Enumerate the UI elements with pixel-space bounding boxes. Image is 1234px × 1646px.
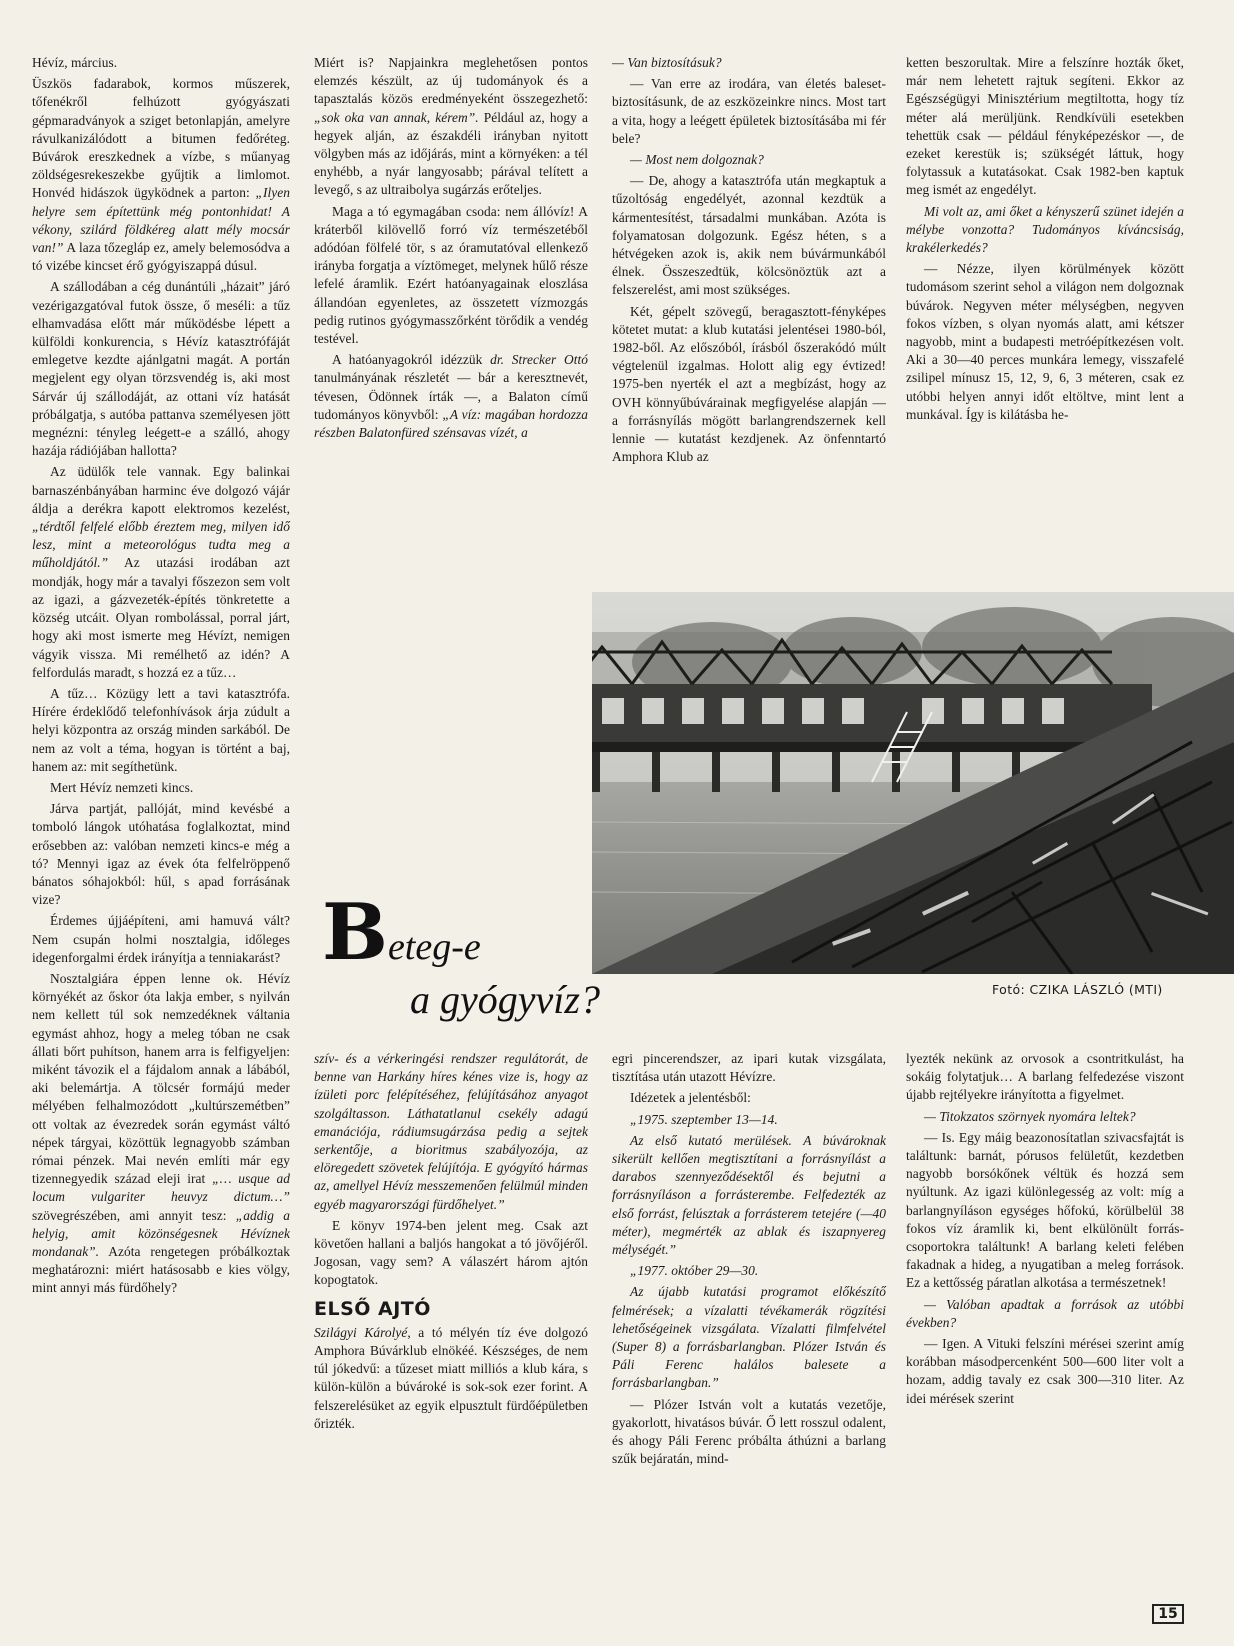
paragraph xyxy=(612,1111,886,1129)
paragraph xyxy=(612,1283,886,1392)
italic-text: „… usque ad locum vulgariter heuvyz dictum…” xyxy=(32,1171,291,1205)
italic-text: dr. Strecker Ottó xyxy=(490,352,588,368)
paragraph xyxy=(32,912,290,967)
paragraph xyxy=(612,1262,886,1280)
text: Érdemes újjáépíteni, ami hamuvá vált? Nem csupán holmi nosztalgia, időleges idegenforgalmi érdek irányítja a tenniakarást? xyxy=(32,913,290,965)
paragraph xyxy=(314,203,588,349)
text: a tó mélyén tíz éve dolgozó Amphora Búvárklub elnökéé. Készséges, de nem túl jókedvű: a tűzeset miatt milliós a klub kára, s külön-külön a búvároké is sok-sok ezer forint. A felszerelésüket az egyik elpusztult fürdőépületben őrizték. xyxy=(314,1324,588,1431)
text: Mert Hévíz nemzeti kincs. xyxy=(50,779,194,795)
italic-text: — Valóban apadtak a források az utóbbi években? xyxy=(906,1296,1184,1330)
burned-bathhouse-image xyxy=(592,592,1234,974)
page-number: 15 xyxy=(1152,1604,1184,1624)
column-4-top xyxy=(906,54,1184,427)
paragraph xyxy=(314,54,588,200)
text: Az utazási irodában azt mondják, hogy már a tavalyi főszezon sem volt az igazi, a gázvezeték-építés tönkretette a község utcáit. Olyan rombolással, porral járt, hogy aki most ismerte meg Hévízt, nemigen vágyik vissza. Mi remélhető az idén? A felfordulás maradt, s hozzá ez a tűz… xyxy=(32,555,290,680)
paragraph xyxy=(612,1050,886,1086)
text: ketten beszorultak. Mire a felszínre hozták őket, már nem lehetett rajtuk segíteni. Ekkor az Egészségügyi Minisztérium megtiltotta, hogy tíz méter alá merüljünk. Rendkívüli esetekben tehettük csak — például fényképezéskor —, de ezeket kerestük is; szükségét láttuk, hogy folytassuk a kutatásokat. Csak 1982-ben kaptuk meg ismét az engedélyt. xyxy=(906,55,1184,198)
text: Idézetek a jelentésből: xyxy=(630,1090,751,1106)
text: — Igen. A Vituki felszíni mérései szerint amíg korábban másodpercenként 500—600 liter volt a hozam, addig tavaly ez csak 300—310 liter. Az idei mérések szerint xyxy=(906,1336,1184,1406)
text: Például az, hogy a hegyek alján, az északdéli irányban nyitott völgyben más az időjárás, mint a környéken: a tél enyhébb, a nyár langyosabb; párával telített a levegő, s az ultraibolya sugárzás erőteljes. xyxy=(314,109,588,198)
paragraph xyxy=(314,351,588,442)
text: A tűz… Közügy lett a tavi katasztrófa. Hírére érdeklődő telefonhívások árja zúdult a helyi központra az ország minden sarkából. De nem az volt a téma, hogyan is történt a baj, hanem az: mit segíthetünk. xyxy=(32,685,290,774)
text: szövegrészében, ami annyit tesz: xyxy=(32,1207,236,1223)
paragraph xyxy=(612,303,886,467)
title-dropcap: B xyxy=(322,887,388,978)
text: — Van erre az irodára, van életés baleset-biztosításunk, de az eszközeinkre nincs. Most tart a vita, hogy a leégett épületek biztosításába mi fér bele? xyxy=(612,76,886,146)
italic-text: „1975. szeptember 13—14. xyxy=(630,1111,778,1127)
paragraph xyxy=(32,278,290,460)
text: Hévíz, március. xyxy=(32,55,118,70)
italic-text: Az első kutató merülések. A búvároknak sikerült kellően megtisztítani a forrásnyílást a darabos szennyeződésektől és bejutni a forrásnyíláson a forrásterembe. Felfedezték az első forrást, felúsztak a forrásterem tetejére (—40 méter), megmérték az ablak és iszapnyereg mélységét.” xyxy=(612,1132,886,1258)
paragraph xyxy=(612,54,886,72)
photo-credit: Fotó: CZIKA LÁSZLÓ (MTI) xyxy=(992,982,1163,997)
paragraph xyxy=(612,151,886,169)
article-title xyxy=(318,887,618,1028)
text: — Nézze, ilyen körülmények között tudomásom szerint sehol a világon nem dolgoznak búvárok. Negyven méter mélységben, negyven fokos vízben, s olyan nyomás alatt, ami kétszer nagyobb, mint a budapesti metróépítkezésen volt. Aki a 30—40 perces munkára lemegy, visszafelé zsilipel mínusz 15, 12, 9, 6, 3 méteren, csak ez utóbbi helyen annyi időt eltöltve, mint lent a munkával. Így is kilátásba he- xyxy=(906,261,1184,422)
italic-text: — Van biztosításuk? xyxy=(612,55,722,70)
paragraph xyxy=(32,75,290,275)
paragraph xyxy=(32,779,290,797)
text: — Is. Egy máig beazonosítatlan szivacsfajtát is találtunk: barnát, pórusos felületűt, kezdetben nagyobb borsókőnek véltük és hozzá sem nyúltunk. Az igazi különlegesség az volt: míg a barlangnyíláson egységes hőfokú, körülbelül 38 fokos víz áramlik ki, bent elkülönült forrás-csoportokra találtunk! A barlang keleti felében fakadnak a hideg, a nyugatiban a meleg források. Ez a kettősség páratlan alkotása a természetnek! xyxy=(906,1129,1184,1291)
italic-text: — Titokzatos szörnyek nyomára leltek? xyxy=(924,1108,1136,1124)
text: Az üdülők tele vannak. Egy balinkai barnaszénbányában harminc éve dolgozó vájár áldja a derékra kapott elektromos kezelést, xyxy=(32,464,290,516)
text: — Plózer István volt a kutatás vezetője, gyakorlott, hivatásos búvár. Ő lett rosszul odalent, és ahogy Páli Ferenc próbálta áthúzni a barlang szűk bejáratán, mind- xyxy=(612,1396,886,1467)
text: lyezték nekünk az orvosok a csontritkulást, ha sokáig folytatjuk… A barlang felfedezése viszont újabb rejtélyekre irányította a figyelmet. xyxy=(906,1051,1184,1103)
paragraph xyxy=(906,260,1184,424)
italic-text: „A víz: magában hordozza részben Balatonfüred szénsavas vízét, a xyxy=(314,406,588,441)
column-3-top xyxy=(612,54,886,469)
italic-text: Szilágyi Károlyé, xyxy=(314,1324,411,1340)
paragraph xyxy=(612,1396,886,1469)
paragraph xyxy=(612,1132,886,1259)
text: Két, gépelt szövegű, beragasztott-fényképes kötetet mutat: a klub kutatási jelentései 1980-ból, 1982-ből. Az előszóból, írásból őszerakódó múlt végtelenül izgalmas. Holott alig egy évtized! 1975-ben nyerték el azt a megbízást, hogy az OVH könnyűbúvárainak megfigyelése alapján — a forrásnyílás mögött barlangrendszernek kell lennie — kutatást kezdjenek. Az önfenntartó Amphora Klub az xyxy=(612,303,886,465)
fire-damage-photo xyxy=(592,592,1234,974)
paragraph xyxy=(32,685,290,776)
paragraph xyxy=(906,1050,1184,1105)
italic-text: „1977. október 29—30. xyxy=(630,1263,759,1279)
title-line-2: a gyógyvíz? xyxy=(410,977,600,1022)
paragraph xyxy=(314,1050,588,1214)
italic-text: „sok oka van annak, kérem”. xyxy=(314,109,479,125)
text: Azóta rengetegen próbálkoztak meghatározni: miért hatásosabb e kies völgy, mint annyi más fürdőhely? xyxy=(32,1244,290,1296)
text: — De, ahogy a katasztrófa után megkaptuk a tűzoltóság engedélyét, azonnal kezdtük a kármentesítést, társadalmi munkában. Azóta is folyamatosan dolgozunk. Egész héten, s a hétvégeken azok is, akik nem búvármunkából élnek. Összeszedtük, kölcsönöztük azt a felszerelést, ami most szükséges. xyxy=(612,173,886,298)
column-2-bottom xyxy=(314,1050,588,1436)
paragraph xyxy=(906,203,1184,258)
text: A hatóanyagokról idézzük xyxy=(332,352,491,368)
paragraph xyxy=(906,54,1184,200)
paragraph xyxy=(906,1108,1184,1126)
italic-text: — Most nem dolgoznak? xyxy=(630,152,764,168)
paragraph xyxy=(314,1217,588,1290)
text: egri pincerendszer, az ipari kutak vizsgálata, tisztítása után utazott Hévízre. xyxy=(612,1051,886,1085)
text: E könyv 1974-ben jelent meg. Csak azt követően hallani a baljós hangokat a tó jövőjéről. Jogosan, vagy sem? A válaszért három ajtón kopogtatok. xyxy=(314,1217,588,1288)
paragraph xyxy=(612,75,886,148)
text: tanulmányának részletét — bár a keresztnevét, tévesen, Ödönnek írták —, a Balaton című tudományos könyvből: xyxy=(314,370,588,422)
paragraph xyxy=(906,1296,1184,1332)
text: Maga a tó egymagában csoda: nem állóvíz! A kráterből kilövellő forró víz természetéből adódóan fölfelé tör, s az óramutatóval ellenkező irányba forgatja a víztömeget, melynek hűlő része lefelé áramlik. Ezért hatóanyagainak eloszlása állandóan egyenletes, az összetett vízmozgás pedig rutinos gyógymasszőrként törődik a vendég testével. xyxy=(314,203,588,347)
italic-text: szív- és a vérkeringési rendszer regulátorát, de benne van Harkány híres kénes vize is, hogy az ízületi porc felépítéséhez, felújításához anyagot szolgáltasson. Láthatatlanul csekély adagú emanációja, rádiumsugárzása pedig a sejtek serkentője, a bioritmus szabályozója, az elöregedett szövetek felújítója. E gyógyító hármas az, amellyel Hévíz messzemenően felülmúl minden egyéb magyarországi fürdőhelyet.” xyxy=(314,1051,588,1212)
paragraph xyxy=(612,172,886,299)
paragraph xyxy=(906,1129,1184,1293)
paragraph xyxy=(32,463,290,681)
column-2-top xyxy=(314,54,588,445)
text: A laza tőzegláp ez, amely belemosódva a tó vizébe kincset érő gyógyiszappá dúsul. xyxy=(32,240,290,274)
text: A szállodában a cég dunántúli „házait” járó vezérigazgatóval futok össze, ő meséli: a tűz elhamvadása előtt már működésbe lépett a külföldi konkurencia, s Hévíz katasztrófáját emlegetve kezdte ajánlgatni magát. A portán megjelent egy olyan törzsvendég is, aki most Sárvár új szállodáját, az ottani víz hatását próbálgatja, s autóba pattanva személyesen jött megnézni: tényleg leégett-e a szálló, ahogy hazája rádiójában hallotta? xyxy=(32,279,290,459)
title-line-1-text: eteg-e xyxy=(387,926,481,968)
section-heading: ELSŐ AJTÓ xyxy=(314,1297,431,1320)
paragraph xyxy=(612,1089,886,1107)
column-1 xyxy=(32,54,290,1301)
paragraph xyxy=(32,800,290,909)
italic-text: Az újabb kutatási programot előkészítő felmérések; a vízalatti tévékamerák rögzítési lehetőségeinek vizsgálata. Vízalatti filmfelvétel (Super 8) a forrásbarlangban. Plózer István és Páli Ferenc halálos balesete a forrásbarlangban.” xyxy=(612,1284,886,1391)
paragraph xyxy=(906,1335,1184,1408)
paragraph xyxy=(32,54,290,72)
text: Üszkös fadarabok, kormos műszerek, tőfenékről felhúzott gyógyászati gépmaradványok a sziget betonlapján, amelyre rávulkanizálódott a bitumen fedőréteg. Búvárok ereszkednek a vízbe, s műanyag zöldségesrekeszekbe gyűjtik a limlomot. Honvéd hidászok ügyködnek a parton: xyxy=(32,76,290,201)
italic-text: „addig a helyig, amit közönségesnek Hévíznek mondanak”. xyxy=(32,1207,290,1259)
column-3-bottom xyxy=(612,1050,886,1471)
italic-text: Mi volt az, ami őket a kényszerű szünet idején a mélybe vonzotta? Tudományos kíváncsiság, krakélerkedés? xyxy=(906,203,1184,256)
italic-text: „Ilyen helyre sem építettünk még pontonhidat! A vékony, szilárd földkéreg alatt mély mocsár van!” xyxy=(32,185,290,256)
paragraph xyxy=(314,1324,588,1433)
text: Nosztalgiára éppen lenne ok. Hévíz környékét az őskor óta lakja ember, s nyilván nem kellett túl sok nemzedéknek váltania egymást ahhoz, hogy a meleg tóban ne csak állati bőrt puhítson, hanem arra is felfigyeljen: miként távozik el a fájdalom annak a lábából, aki belemártja. A tölcsér formájú meder mélyében felhalmozódott „kultúrszemétben” ott voltak az évezredek során egymást váltó népek tárgyai, közöttük legnagyobb számban római pénzek. Mai nevén említi már egy tizennegyedik század eleji irat xyxy=(32,970,290,1187)
paragraph xyxy=(32,970,290,1298)
italic-text: „térdtől felfelé előbb éreztem meg, milyen idő lesz, mint a meteorológus tudta meg a műholdjától.” xyxy=(32,519,290,571)
title-line-1 xyxy=(322,887,481,978)
text: Miért is? Napjainkra meglehetősen pontos elemzés készült, az új tudományok és a tapasztalás közös eredményeként összegezhető: xyxy=(314,55,588,107)
text: Járva partját, pallóját, mind kevésbé a tomboló lángok utóhatása foglalkoztat, mind erősebben az: valóban nemzeti kincs-e még a tó? Mennyi igaz az évek óta felfelröppenő bánatos sóhajokból: hűl, s apad forrásának vize? xyxy=(32,801,290,908)
column-4-bottom xyxy=(906,1050,1184,1411)
